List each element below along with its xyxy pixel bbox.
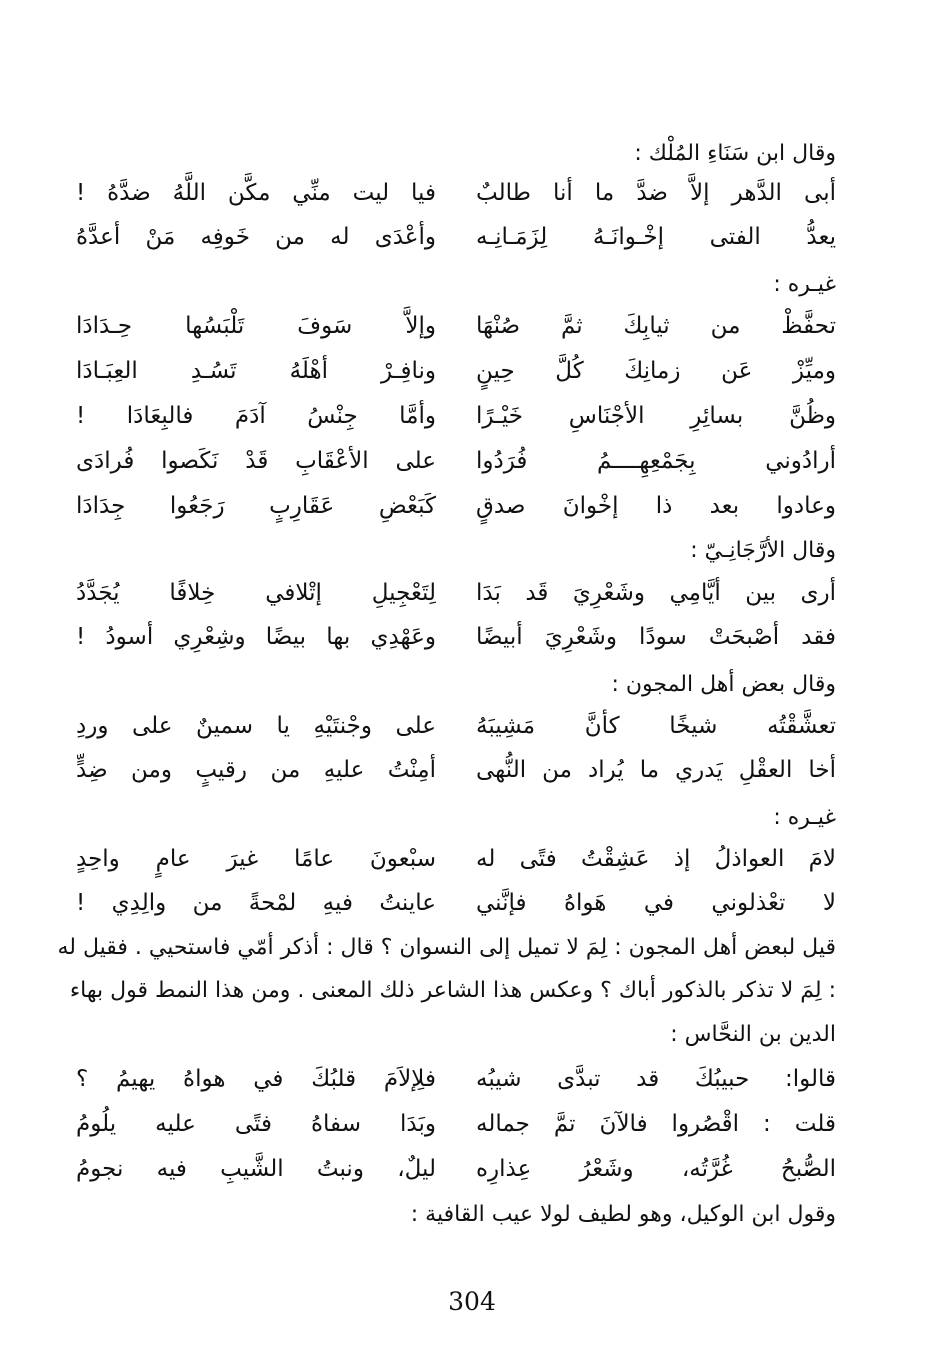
verse-second-hemistich: أمِنْتُ عليهِ من رقيبٍ ومن ضِدٍّ xyxy=(76,757,436,783)
verse-first-hemistich: تحفَّظْ من ثيابِكَ ثمَّ صُنْهَا xyxy=(476,313,836,339)
verse-second-hemistich: وإلاَّ سَوفَ تَلْبَسُها حِـدَادَا xyxy=(76,313,436,339)
verse-line xyxy=(76,313,836,347)
verse-second-hemistich: ونافِـرْ أهْلَهُ تَسُـدِ العِبَـادَا xyxy=(76,358,436,384)
verse-second-hemistich: وأعْدَى له من خَوفِه مَنْ أعدَّهُ xyxy=(76,224,436,250)
verse-line xyxy=(76,224,836,258)
verse-first-hemistich: قلت : اقْصُروا فالآنَ تمَّ جماله xyxy=(476,1111,836,1137)
verse-line xyxy=(76,493,836,527)
verse-second-hemistich: كَبَعْضِ عَقَارِبٍ رَجَعُوا جِدَادَا xyxy=(76,493,436,519)
poet-heading: غيـره : xyxy=(773,272,836,297)
poet-heading: وقال بعض أهل المجون : xyxy=(611,672,836,697)
verse-second-hemistich: على وجْنتَيْهِ يا سمينٌ على وردِ xyxy=(76,713,436,739)
verse-first-hemistich: أرادُوني بِجَمْعِهِــــمُ فُرَدُوا xyxy=(476,448,836,474)
verse-line xyxy=(76,1111,836,1145)
verse-first-hemistich: الصُّبحُ غُرَّتُه، وشَعْرُ عِذارِه xyxy=(476,1156,836,1182)
verse-first-hemistich: وظُنَّ بسائِرِ الأجْنَاسِ خَيْـرًا xyxy=(476,403,836,429)
verse-first-hemistich: أخا العقْلِ يَدري ما يُراد من النُّهى xyxy=(476,757,836,783)
verse-line xyxy=(76,180,836,214)
poet-heading: وقال الأرَّجَانِـيّ : xyxy=(690,538,836,563)
verse-line xyxy=(76,846,836,880)
verse-first-hemistich: وعادوا بعد ذا إخْوانَ صدقٍ xyxy=(476,493,836,519)
verse-first-hemistich: لا تعْذلوني في هَواهُ فإنَّني xyxy=(476,890,836,916)
verse-first-hemistich: لامَ العواذلُ إذ عَشِقْتُ فتًى له xyxy=(476,846,836,872)
verse-line xyxy=(76,403,836,437)
verse-second-hemistich: لِتَعْجِيلِ إتْلافي خِلافًا يُجَدَّدُ xyxy=(76,580,436,606)
verse-second-hemistich: وأمَّا جِنْسُ آدَمَ فالبِعَادَا ! xyxy=(76,403,436,429)
verse-second-hemistich: سبْعونَ عامًا غيرَ عامٍ واحِدٍ xyxy=(76,846,436,872)
prose-line: قيل لبعض أهل المجون : لِمَ لا تميل إلى النسوان ؟ قال : أذكر أمّي فاستحيي . فقيل له xyxy=(57,935,836,960)
verse-line xyxy=(76,1156,836,1190)
prose-line: وقول ابن الوكيل، وهو لطيف لولا عيب القافية : xyxy=(410,1202,836,1227)
verse-first-hemistich: تعشَّقْتُه شيخًا كأنَّ مَشِيبَهُ xyxy=(476,713,836,739)
verse-second-hemistich: على الأعْقَابِ قَدْ نَكَصوا فُرادَى xyxy=(76,448,436,474)
verse-second-hemistich: عاينتُ فيهِ لمْحةً من والِدِي ! xyxy=(76,890,436,916)
verse-line xyxy=(76,1066,836,1100)
verse-line xyxy=(76,624,836,658)
prose-line: : لِمَ لا تذكر بالذكور أباك ؟ وعكس هذا الشاعر ذلك المعنى . ومن هذا النمط قول بهاء xyxy=(69,978,836,1003)
verse-line xyxy=(76,358,836,392)
verse-first-hemistich: أرى بين أيَّامِي وشَعْرِيَ قَد بَدَا xyxy=(476,580,836,606)
verse-second-hemistich: وبَدَا سفاهُ فتًى عليه يلُومُ xyxy=(76,1111,436,1137)
verse-first-hemistich: أبى الدَّهر إلاَّ ضدَّ ما أنا طالبٌ xyxy=(476,180,836,206)
verse-second-hemistich: ليلٌ، ونبتُ الشَّيبِ فيه نجومُ xyxy=(76,1156,436,1182)
page-number: 304 xyxy=(448,1287,496,1316)
verse-second-hemistich: وعَهْدِي بها بيضًا وشِعْرِي أسودُ ! xyxy=(76,624,436,650)
verse-line xyxy=(76,580,836,614)
prose-line: الدين بن النحَّاس : xyxy=(670,1022,836,1047)
verse-line xyxy=(76,448,836,482)
verse-line xyxy=(76,757,836,791)
verse-second-hemistich: فيا ليت منِّي مكَّن اللَّهُ ضدَّهُ ! xyxy=(76,180,436,206)
verse-line xyxy=(76,890,836,924)
verse-second-hemistich: فلِإلاَمَ قلبُكَ في هواهُ يهيمُ ؟ xyxy=(76,1066,436,1092)
verse-line xyxy=(76,713,836,747)
verse-first-hemistich: يعدُّ الفتى إخْـوانَـهُ لِزَمَـانِـه xyxy=(476,224,836,250)
poet-heading: وقال ابن سَنَاءِ المُلْك : xyxy=(634,141,836,166)
poet-heading: غيـره : xyxy=(773,805,836,830)
verse-first-hemistich: قالوا: حبيبُكَ قد تبدَّى شيبُه xyxy=(476,1066,836,1092)
verse-first-hemistich: وميِّزْ عَن زمانِكَ كُلَّ حِينٍ xyxy=(476,358,836,384)
verse-first-hemistich: فقد أصْبحَتْ سودًا وشَعْرِيَ أبيضًا xyxy=(476,624,836,650)
